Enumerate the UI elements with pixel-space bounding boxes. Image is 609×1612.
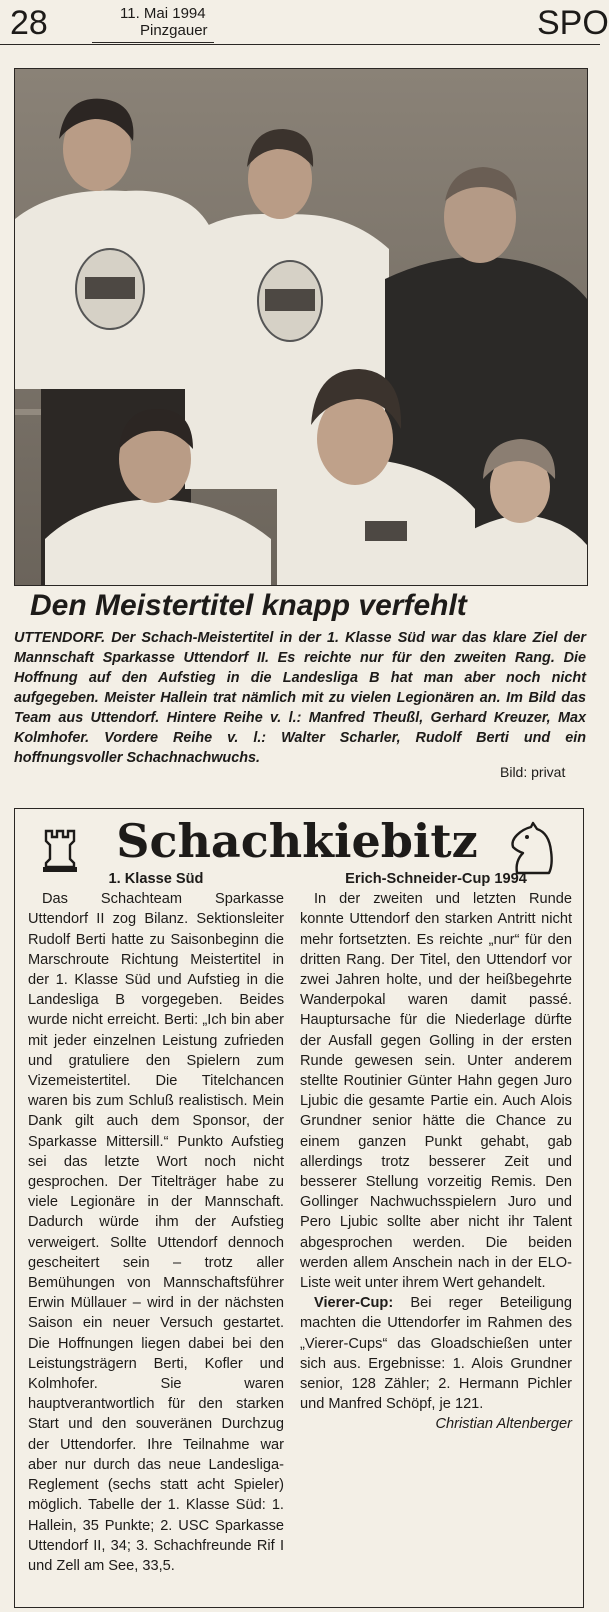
subheading-cup: Erich-Schneider-Cup 1994 (345, 871, 527, 887)
team-photo-illustration (15, 69, 587, 585)
column-left-text (28, 869, 284, 1576)
body-paragraph-2: In der zweiten und letzten Runde konnte Uttendorf den starken Antritt nicht mehr fortsetzten. Es reichte „nur“ für den dritten Rang. Der Titel, den Uttendorf vor zwei Jahren holte, und der heißbegehrte Wanderpokal waren damit passé. Hauptursache für die Niederlage dürfte der Ausfall gegen Golling in der ersten Runde gewesen sein. Unter anderem stellte Routinier Günter Hahn gegen Juro Ljubic die gesamte Partie ein. Auch Alois Grundner senior hätte die Chance zu einem ganzen Punkt gehabt, gab allerdings trotz besserer Zeit und besserer Stellung vorzeitig Remis. Den Gollinger Nachwuchsspielern Juro und Pero Ljubic sollte aber nicht ihr Talent abgesprochen werden. Die beiden werden allem Anschein nach in der ELO-Liste weit unter ihrem Wert gehandelt. (300, 891, 572, 1292)
team-photo (14, 68, 588, 586)
subheading-klasse-sued: 1. Klasse Süd (108, 871, 204, 887)
column-title: Schachkiebitz (116, 814, 478, 868)
photo-caption: UTTENDORF. Der Schach-Meistertitel in der 1. Klasse Süd war das klare Ziel der Mannschaft Sparkasse Uttendorf II. Es reichte nur für den zweiten Rang. Die Hoffnung auf den Aufstieg in die Landesliga B hat man aber noch nicht aufgegeben. Meister Hallein trat nämlich mit zu vielen Legionären an. Im Bild das Team aus Uttendorf. Hintere Reihe v. l.: Manfred Theußl, Gerhard Kreuzer, Max Kolmhofer. Vordere Reihe v. l.: Walter Scharler, Rudolf Berti und ein hoffnungsvoller Schachnachwuchs. (14, 630, 586, 766)
section-label: SPO (537, 4, 609, 42)
column-right-text (300, 869, 572, 1435)
page-header (0, 0, 609, 45)
headline: Den Meistertitel knapp verfehlt (30, 589, 467, 622)
rook-icon (40, 827, 80, 873)
runin-vierer-cup: Vierer-Cup: (314, 1295, 394, 1312)
vierer-cup-text: Bei reger Beteiligung machten die Uttendorfer im Rahmen des „Vierer-Cups“ das Gloadschießen unter sich aus. Ergebnisse: 1. Alois Grundner senior, 128 Zähler; 2. Hermann Pichler und Manfred Schöpf, je 121. (300, 1295, 572, 1413)
newspaper-name: Pinzgauer (140, 22, 208, 39)
header-rule (92, 42, 214, 43)
body-paragraph-1: Das Schachteam Sparkasse Uttendorf II zog Bilanz. Sektionsleiter Rudolf Berti hatte zu Saisonbeginn die Marschroute Richtung Meistertitel in der 1. Klasse Süd und Aufstieg in die Landesliga B vorgegeben. Beides wurde nicht erreicht. Berti: „Ich bin aber mit jeder einzelnen Leistung zufrieden und gratuliere den Spielern zum Vizemeistertitel. Die Titelchancen waren bis zum Schluß realistisch. Mein Dank gilt auch dem Sponsor, der Sparkasse Mittersill.“ Punkto Aufstieg sei das letzte Wort noch nicht gesprochen. Der Titelträger habe zu viele Legionäre in der Mannschaft. Dadurch würde ihm der Aufstieg verweigert. Sollte Uttendorf dennoch gescheitert sein – trotz aller Bemühungen von Mannschaftsführer Erwin Müllauer – wird in der nächsten Saison ein neuer Versuch gestartet. Die Hoffnungen liegen dabei bei den Leistungsträgern Berti, Kofler und Kolmhofer. Sie waren hauptverantwortlich für den starken Start und den souveränen Durchzug der Uttendorfer. Ihre Teilnahme war aber nur durch das neue Landesliga-Reglement (sechs statt acht Spieler) möglich. Tabelle der 1. Klasse Süd: 1. Hallein, 35 Punkte; 2. USC Sparkasse Uttendorf II, 34; 3. Schachfreunde Rif I und Zell am See, 33,5. (28, 891, 284, 1574)
page-number: 28 (10, 4, 48, 42)
body-paragraph-3 (300, 1293, 572, 1414)
author-signature: Christian Altenberger (435, 1416, 572, 1433)
issue-date: 11. Mai 1994 (120, 5, 206, 22)
photo-credit: Bild: privat (500, 764, 566, 780)
